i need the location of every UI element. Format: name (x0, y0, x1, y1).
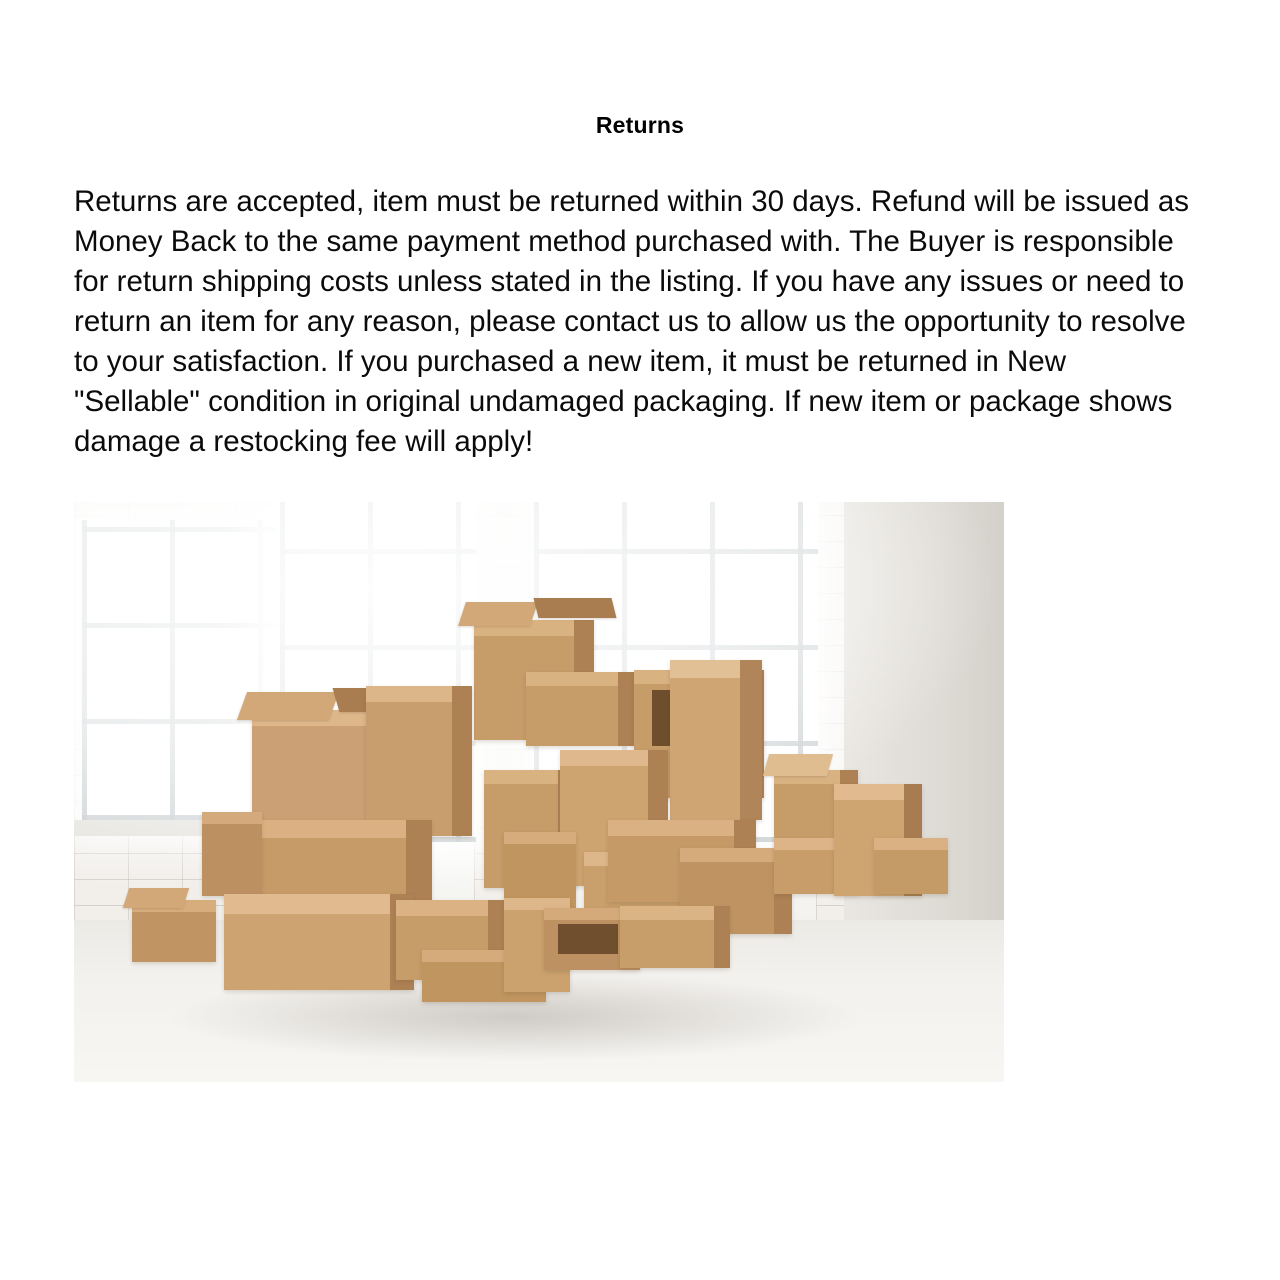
box-left-tall (366, 686, 472, 836)
box-flap-right-upper (763, 754, 833, 776)
box-flap-open-back-left (458, 602, 538, 626)
box-left-small (202, 812, 262, 896)
box-flap-left-a (237, 692, 339, 720)
box-far-right-small (874, 838, 948, 894)
cardboard-boxes-photo (74, 502, 1004, 1082)
page-title: Returns (595, 112, 685, 138)
box-back-center (526, 672, 636, 746)
window-left (82, 520, 278, 820)
returns-policy-text: Returns are accepted, item must be returned within 30 days. Refund will be issued as Money Back to the same payment method purchased with. The Buyer is responsible for return shipping costs unless stated in the listing. If you have any issues or need to return an item for any reason, please contact us to allow us the opportunity to resolve to your satisfaction. If you purchased a new item, it must be returned in New "Sellable" condition in original undamaged packaging. If new item or package shows damage a restocking fee will apply! (74, 185, 1190, 458)
box-front-far-left (132, 900, 216, 962)
photo-content (74, 502, 1004, 1082)
box-tall-right (670, 660, 762, 820)
box-flap-front-left (123, 888, 189, 908)
box-front-right (620, 906, 730, 968)
box-flap-open-back-right (534, 598, 617, 618)
box-front-left-large (224, 894, 414, 990)
